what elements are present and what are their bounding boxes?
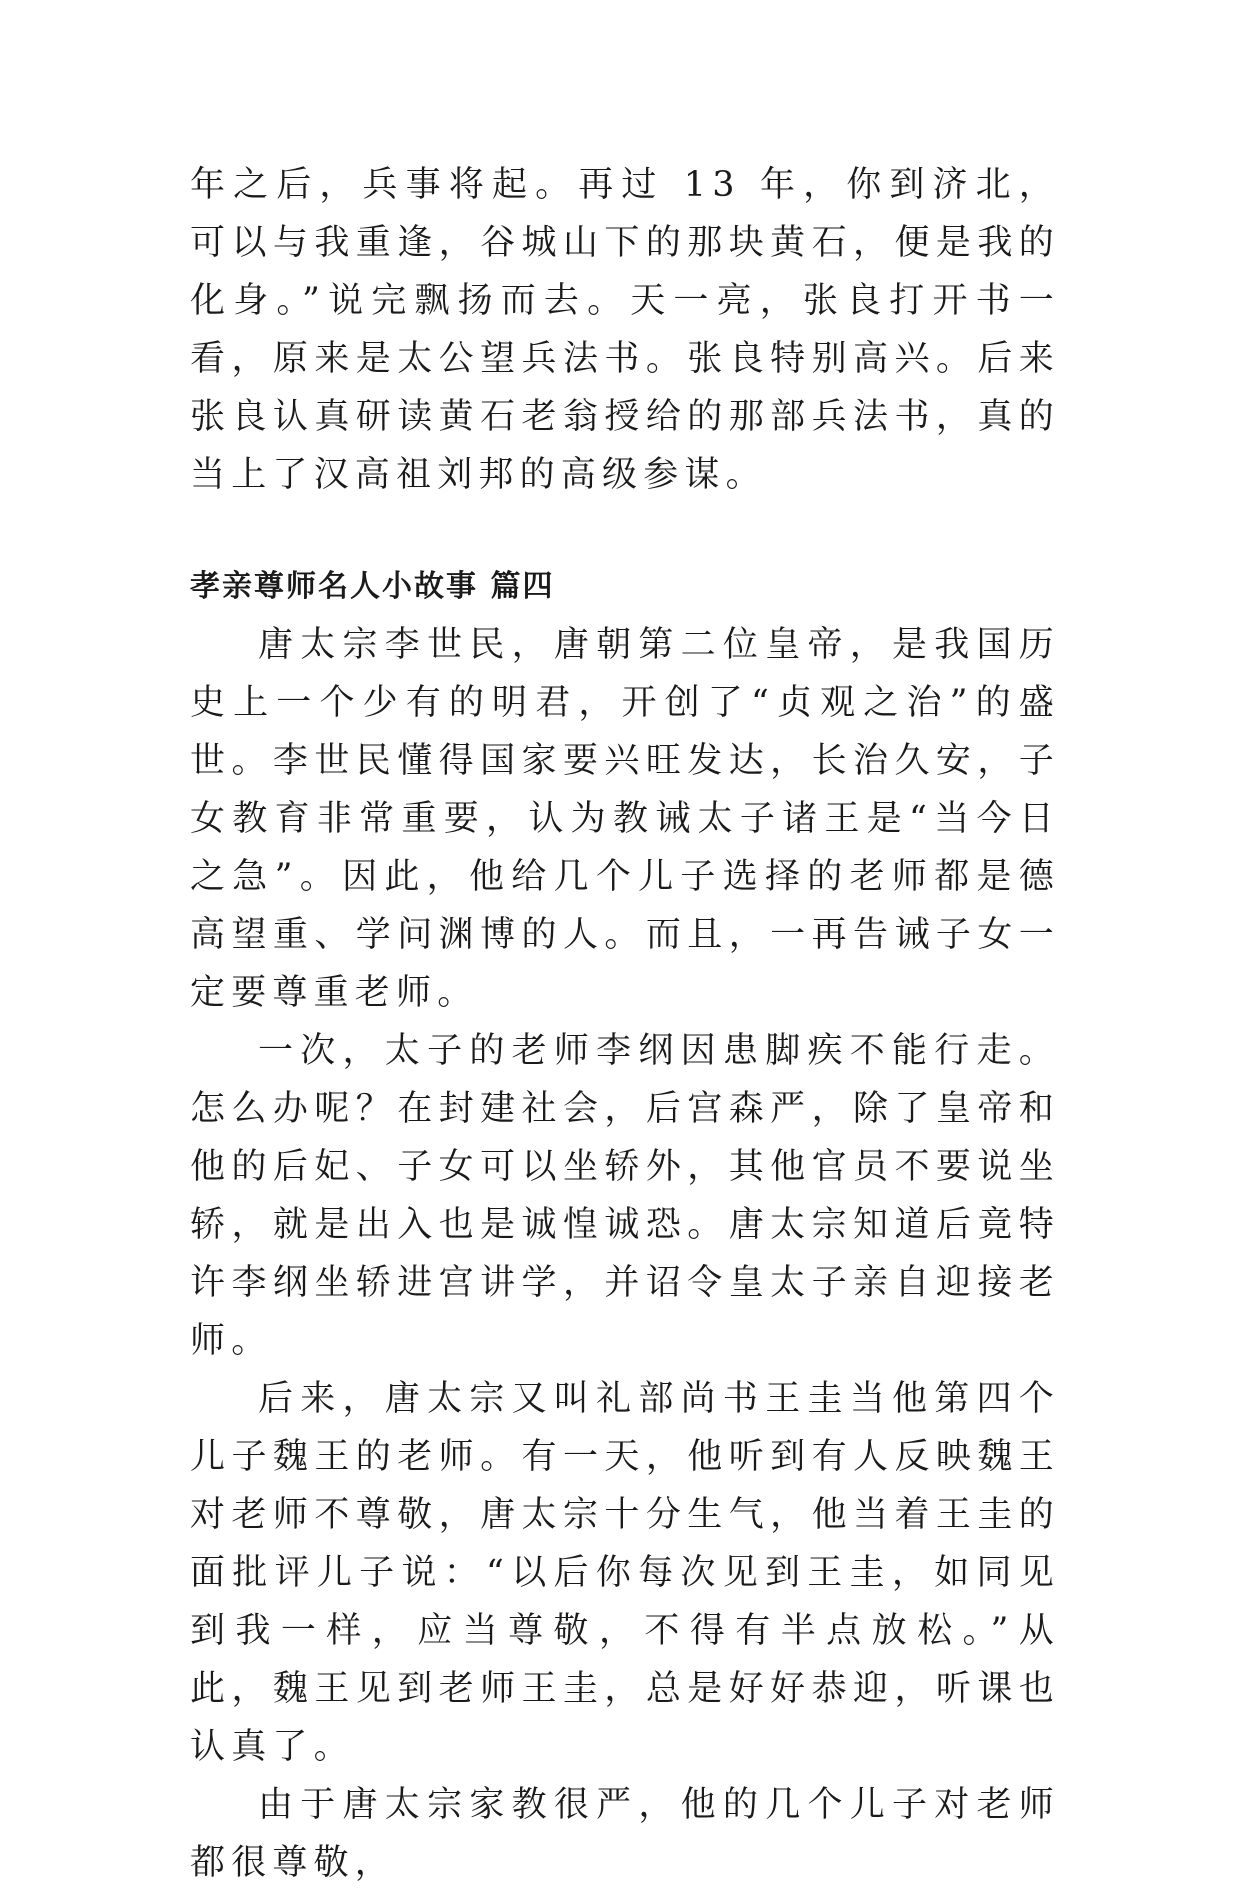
document-body [190,156,1060,1892]
paragraph-3: 后来，唐太宗又叫礼部尚书王圭当他第四个儿子魏王的老师。有一天，他听到有人反映魏王对老师不尊敬，唐太宗十分生气，他当着王圭的面批评儿子说：“以后你每次见到王圭，如同见到我一样，应当尊敬，不得有半点放松。”从此，魏王见到老师王圭，总是好好恭迎，听课也认真了。 [190,1379,1060,1767]
continued-paragraph: 年之后，兵事将起。再过 13 年，你到济北，可以与我重逢，谷城山下的那块黄石，便是我的化身。”说完飘扬而去。天一亮，张良打开书一看，原来是太公望兵法书。张良特别高兴。后来张良认真研读黄石老翁授给的那部兵法书，真的当上了汉高祖刘邦的高级参谋。 [190,165,1060,495]
section-heading: 孝亲尊师名人小故事 篇四 [190,569,555,604]
paragraph-1: 唐太宗李世民，唐朝第二位皇帝，是我国历史上一个少有的明君，开创了“贞观之治”的盛世。李世民懂得国家要兴旺发达，长治久安，子女教育非常重要，认为教诫太子诸王是“当今日之急”。因此，他给几个儿子选择的老师都是德高望重、学问渊博的人。而且，一再告诫子女一定要尊重老师。 [190,625,1060,1013]
paragraph-4: 由于唐太宗家教很严，他的几个儿子对老师都很尊敬， [190,1785,1060,1883]
paragraph-2: 一次，太子的老师李纲因患脚疾不能行走。怎么办呢？在封建社会，后宫森严，除了皇帝和他的后妃、子女可以坐轿外，其他官员不要说坐轿，就是出入也是诚惶诚恐。唐太宗知道后竟特许李纲坐轿进宫讲学，并诏令皇太子亲自迎接老师。 [190,1031,1060,1361]
